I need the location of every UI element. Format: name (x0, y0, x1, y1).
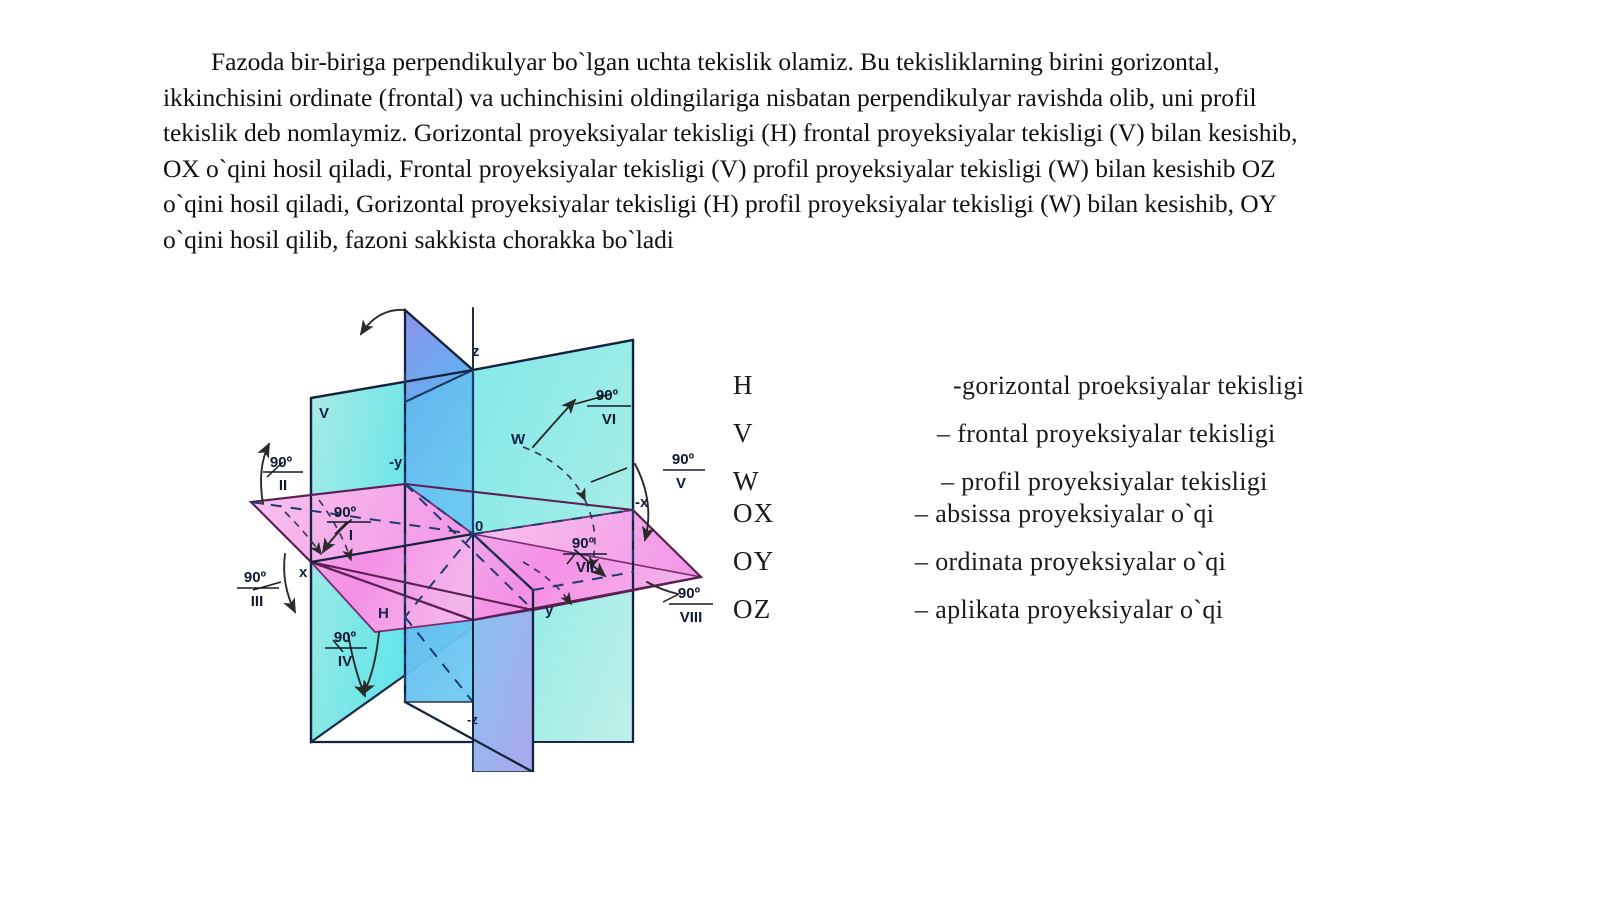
label-plane-w: W (511, 431, 526, 448)
quadrant-label-II (263, 454, 303, 494)
svg-text:III: III (250, 593, 264, 610)
legend-symbol: V (733, 418, 754, 448)
legend-symbol: W (733, 466, 760, 496)
label-axis-z: z (472, 343, 480, 360)
paragraph-line: ikkinchisini ordinate (frontal) va uchinchisini oldingilariga nisbatan perpendikulyar ravishda olib, uni profil (163, 82, 1257, 112)
legend-description: – absissa proyeksiyalar o`qi (915, 499, 1215, 528)
label-origin: 0 (475, 518, 484, 535)
legend-row (733, 370, 1493, 418)
legend-description: -gorizontal proeksiyalar tekisligi (953, 371, 1305, 400)
svg-text:VI: VI (601, 411, 617, 428)
legend-symbol: H (733, 370, 754, 400)
svg-text:IV: IV (337, 653, 353, 670)
svg-text:90º: 90º (671, 451, 695, 468)
legend-description: – aplikata proyeksiyalar o`qi (915, 595, 1224, 624)
paragraph-line: Fazoda bir-biriga perpendikulyar bo`lgan uchta tekislik olamiz. Bu tekisliklarning birini gorizontal, (211, 47, 1220, 76)
legend-description: – ordinata proyeksiyalar o`qi (915, 547, 1227, 576)
svg-text:90º: 90º (571, 535, 595, 552)
svg-text:90º: 90º (595, 387, 619, 404)
label-axis-y: y (545, 602, 554, 619)
svg-text:90º: 90º (333, 504, 357, 521)
svg-text:90º: 90º (269, 454, 293, 471)
svg-text:90º: 90º (333, 629, 357, 646)
projection-planes-diagram (223, 272, 723, 772)
svg-text:VIII: VIII (679, 609, 703, 626)
legend-symbol: OY (733, 546, 775, 576)
paragraph-line: tekislik deb nomlaymiz. Gorizontal proyeksiyalar tekisligi (H) frontal proyeksiyalar tekisligi (V) bilan kesishib, (163, 118, 1298, 148)
quadrant-label-V (663, 451, 705, 492)
svg-text:I: I (348, 527, 354, 544)
legend-description: – profil proyeksiyalar tekisligi (941, 467, 1268, 496)
legend-row (733, 498, 1493, 546)
legend-description: – frontal proyeksiyalar tekisligi (937, 419, 1276, 448)
legend-symbol: OX (733, 498, 775, 528)
paragraph-line: OX o`qini hosil qiladi, Frontal proyeksiyalar tekisligi (V) profil proyeksiyalar tekisligi (W) bilan kesishib OZ (163, 153, 1276, 183)
paragraph-line: o`qini hosil qilib, fazoni sakkista chorakka bo`ladi (163, 224, 674, 254)
svg-text:90º: 90º (677, 585, 701, 602)
legend-row (733, 546, 1493, 594)
label-axis-x: x (299, 564, 308, 581)
svg-text:II: II (278, 477, 288, 494)
intro-paragraph (163, 44, 1493, 258)
label-axis-minus-z: -z (467, 712, 478, 727)
legend-row (733, 466, 1493, 498)
svg-text:VII: VII (575, 559, 595, 576)
legend-list (733, 370, 1493, 642)
legend-row (733, 418, 1493, 466)
label-axis-minus-y: -y (389, 454, 403, 471)
svg-text:V: V (675, 475, 687, 492)
quadrant-label-VIII (669, 585, 713, 626)
quadrant-label-III (237, 569, 279, 610)
label-plane-v: V (319, 405, 330, 422)
legend-row (733, 594, 1493, 642)
legend-symbol: OZ (733, 594, 772, 624)
figure-region (163, 272, 1500, 832)
paragraph-line: o`qini hosil qiladi, Gorizontal proyeksiyalar tekisligi (H) profil proyeksiyalar tekisligi (W) bilan kesishib, OY (163, 189, 1277, 219)
svg-text:90º: 90º (243, 569, 267, 586)
label-plane-h: H (378, 605, 389, 622)
label-axis-minus-x: -x (635, 494, 649, 511)
